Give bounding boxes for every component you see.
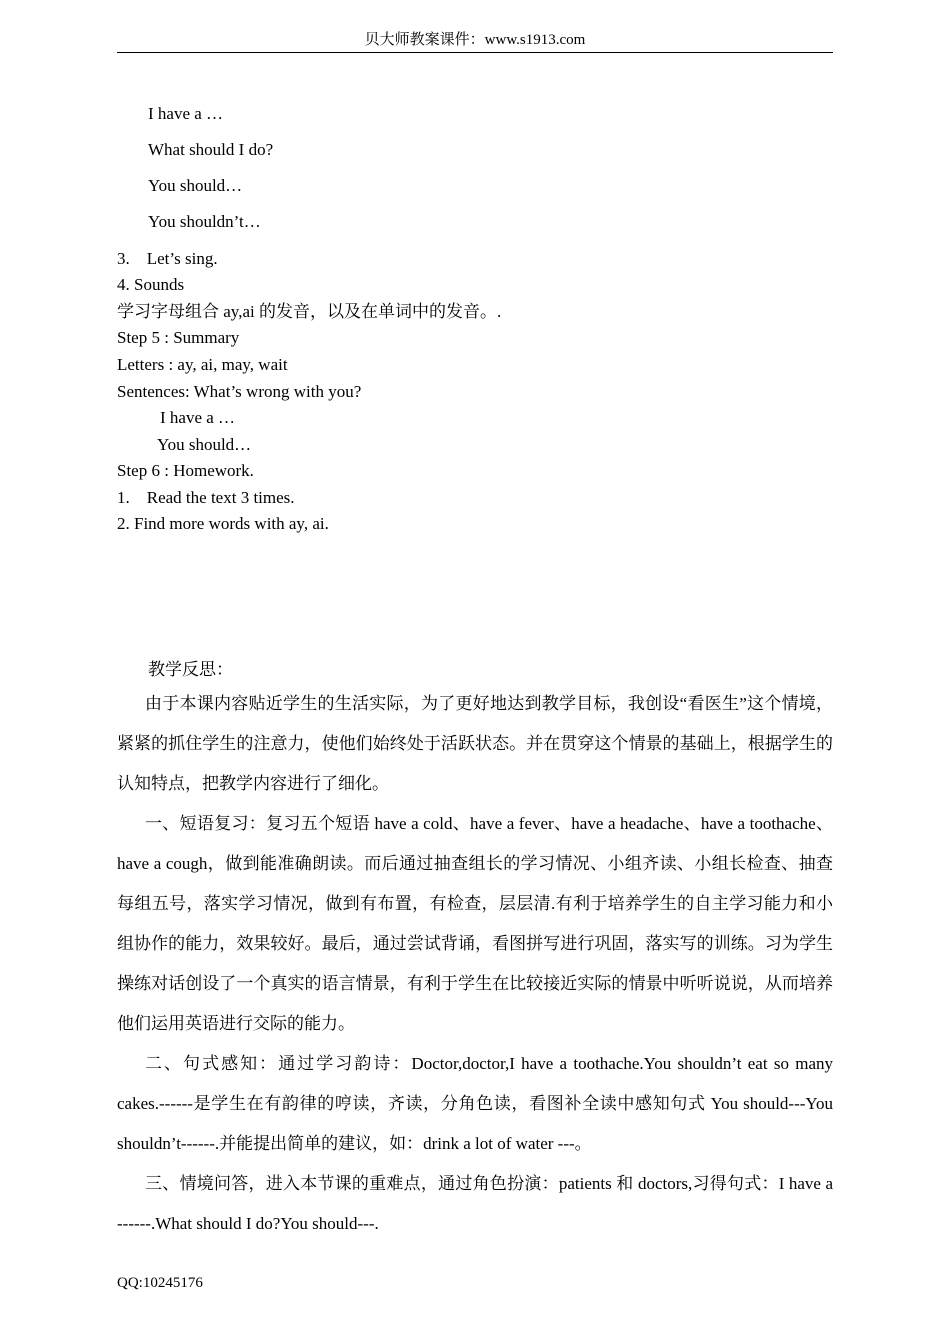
reflection-paragraph-4: 三、情境问答，进入本节课的重难点，通过角色扮演：patients 和 doctors,习得句式：I have a ------.What should I do?You should---. bbox=[117, 1174, 833, 1233]
summary-sentence-should: You should… bbox=[157, 435, 252, 454]
reflection-body bbox=[117, 684, 833, 1244]
dialogue-line: I have a … bbox=[148, 104, 224, 123]
step-sounds: 4. Sounds bbox=[117, 275, 185, 294]
reflection-title: 教学反思： bbox=[148, 660, 233, 679]
homework-item-1: 1. Read the text 3 times. bbox=[117, 488, 295, 507]
summary-sentences: Sentences: What’s wrong with you? bbox=[117, 382, 362, 401]
reflection-paragraph-2: 一、短语复习：复习五个短语 have a cold、have a fever、have a headache、have a toothache、have a cough，做到能准确朗读。而后通过抽查组长的学习情况、小组齐读、小组长检查、抽查每组五号，落实学习情况，做到有布置，有检查，层层清.有利于培养学生的自主学习能力和小组协作的能力，效果较好。最后，通过尝试背诵，看图拼写进行巩固，落实写的训练。习为学生操练对话创设了一个真实的语言情景，有利于学生在比较接近实际的情景中听听说说，从而培养他们运用英语进行交际的能力。 bbox=[117, 814, 833, 1033]
reflection-paragraph-3: 二、句式感知：通过学习韵诗：Doctor,doctor,I have a toothache.You shouldn’t eat so many cakes.------是学生在有韵律的哼读，齐读，分角色读，看图补全读中感知句式 You should---You shouldn’t------.并能提出简单的建议，如：drink a lot of water ---。 bbox=[117, 1054, 833, 1153]
summary-sentence-have: I have a … bbox=[160, 408, 236, 427]
page-footer: QQ:10245176 bbox=[117, 1275, 203, 1291]
step5-heading: Step 5 : Summary bbox=[117, 328, 240, 347]
dialogue-line: You shouldn’t… bbox=[148, 212, 261, 231]
step6-heading: Step 6 : Homework. bbox=[117, 461, 254, 480]
page-header: 贝大师教案课件：www.s1913.com bbox=[117, 28, 833, 53]
sounds-description: 学习字母组合 ay,ai 的发音，以及在单词中的发音。. bbox=[117, 302, 502, 321]
step-sing: 3. Let’s sing. bbox=[117, 249, 218, 268]
homework-item-2: 2. Find more words with ay, ai. bbox=[117, 514, 329, 533]
reflection-paragraph-1: 由于本课内容贴近学生的生活实际，为了更好地达到教学目标，我创设“看医生”这个情境，紧紧的抓住学生的注意力，使他们始终处于活跃状态。并在贯穿这个情景的基础上，根据学生的认知特点，把教学内容进行了细化。 bbox=[117, 694, 833, 793]
dialogue-line: What should I do? bbox=[148, 140, 274, 159]
dialogue-line: You should… bbox=[148, 176, 243, 195]
summary-letters: Letters : ay, ai, may, wait bbox=[117, 355, 288, 374]
